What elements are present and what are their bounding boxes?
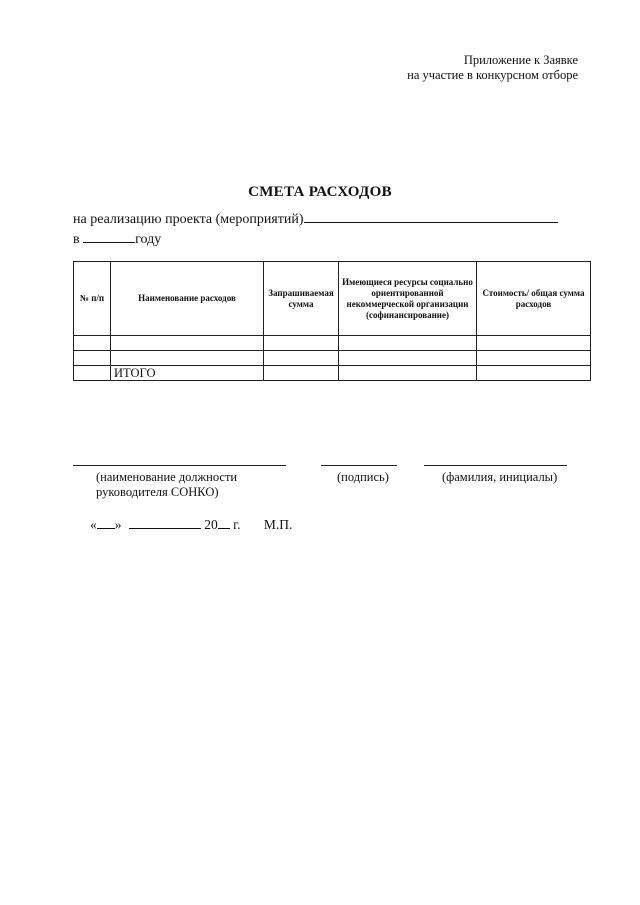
header-requested-sum: Запрашиваемая сумма — [264, 262, 339, 336]
table-cell — [111, 351, 264, 366]
signature-line — [321, 465, 397, 466]
table-row — [74, 336, 591, 351]
year-prefix-20: 20 — [204, 517, 218, 532]
appendix-line-2: на участие в конкурсном отборе — [407, 68, 578, 82]
day-blank — [97, 516, 115, 529]
date-close-quote: » — [114, 517, 122, 532]
project-line — [73, 210, 558, 228]
year-blank — [83, 230, 135, 243]
table-cell — [339, 366, 477, 381]
table-cell — [264, 336, 339, 351]
table-cell — [74, 336, 111, 351]
signature-caption: (подпись) — [337, 470, 389, 484]
table-cell — [74, 366, 111, 381]
header-expense-name: Наименование расходов — [111, 262, 264, 336]
table-cell — [477, 366, 591, 381]
position-caption-line-2: руководителя СОНКО) — [96, 485, 219, 499]
table-cell — [264, 366, 339, 381]
table-total-row — [74, 366, 591, 381]
total-label: ИТОГО — [111, 366, 264, 381]
estimate-table — [73, 261, 591, 381]
year-suffix: году — [135, 232, 162, 247]
table-header-row — [74, 262, 591, 336]
table-row — [74, 351, 591, 366]
name-signature-line — [424, 465, 567, 466]
table-cell — [74, 351, 111, 366]
project-label: на реализацию проекта (мероприятий) — [73, 212, 304, 227]
table-cell — [339, 336, 477, 351]
date-row — [90, 516, 292, 533]
year-line — [73, 230, 161, 248]
document-title: СМЕТА РАСХОДОВ — [248, 184, 392, 200]
appendix-line-1: Приложение к Заявке — [463, 53, 578, 67]
month-blank — [129, 516, 201, 529]
year-prefix: в — [73, 232, 80, 247]
project-blank — [304, 210, 558, 223]
header-number: № п/п — [74, 262, 111, 336]
position-caption — [96, 470, 237, 500]
header-total-cost: Стоимость/ общая сумма расходов — [477, 262, 591, 336]
position-caption-line-1: (наименование должности — [96, 470, 238, 484]
date-year-blank — [218, 516, 230, 529]
position-signature-line — [73, 465, 286, 466]
name-caption: (фамилия, инициалы) — [442, 470, 558, 484]
header-cofinancing: Имеющиеся ресурсы социально ориентированной некоммерческой организации (софинансирование) — [339, 262, 477, 336]
table-cell — [477, 336, 591, 351]
table-cell — [111, 336, 264, 351]
year-abbrev: г. — [233, 517, 241, 532]
stamp-label: М.П. — [263, 517, 293, 532]
table-cell — [339, 351, 477, 366]
appendix-note — [407, 53, 578, 83]
table-cell — [477, 351, 591, 366]
table-cell — [264, 351, 339, 366]
date-open-quote: « — [90, 517, 97, 532]
